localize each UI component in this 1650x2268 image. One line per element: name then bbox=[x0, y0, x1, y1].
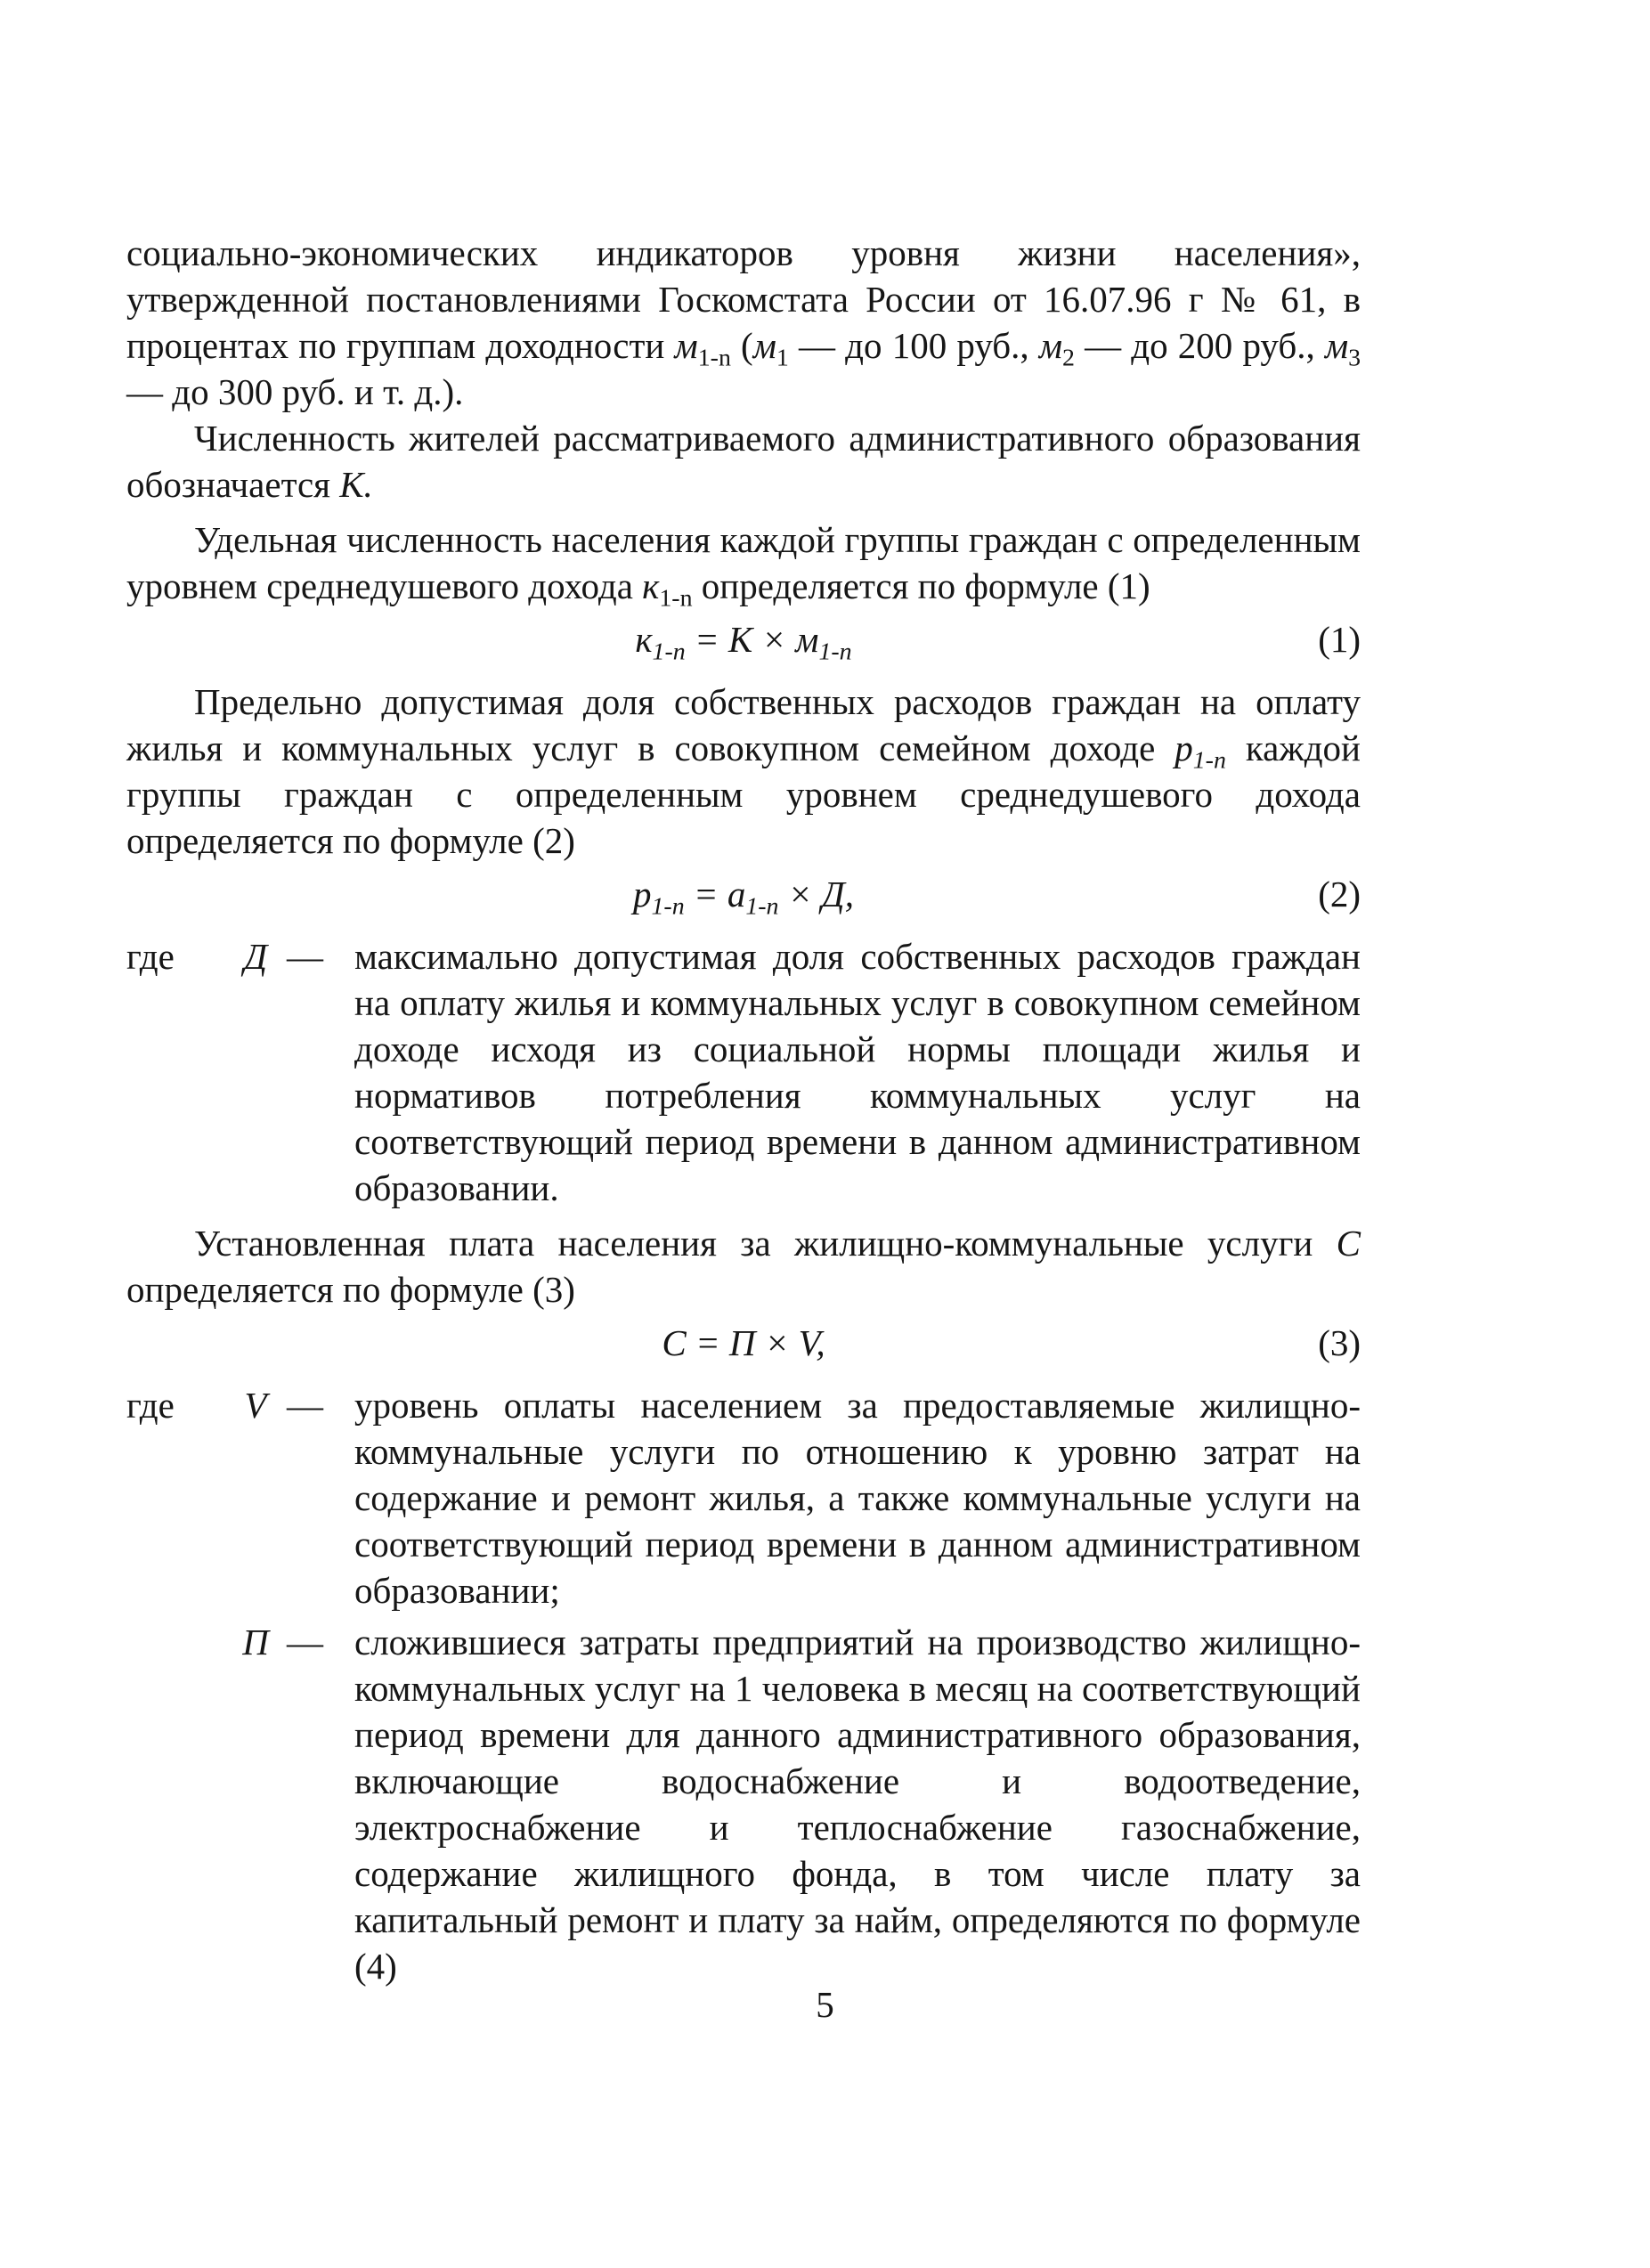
formula-2: $p_{1-n} = a_{1-n} \times Д$, (2) bbox=[126, 867, 1361, 923]
formula-3-number: (3) bbox=[1318, 1322, 1361, 1363]
formula-2-number: (2) bbox=[1318, 874, 1361, 915]
paragraph-1: социально-экономических индикаторов уровня жизни населения», утвержденной постановлениями Госкомстата России от 16.07.96 г № 61, в процентах по группам доходности $м_{1-n}$ ($м_1$ — до 100 руб., $м_2$ — до 200 руб., $м_3$ — до 300 руб. и т. д.). bbox=[126, 232, 1361, 412]
formula-3: С = П × V, (3) bbox=[126, 1316, 1361, 1371]
definition-v: где V — уровень оплаты населением за предоставляемые жилищно-коммунальные услуги по отношению к уровню затрат на содержание и ремонт жилья, а также коммунальные услуги на соответствующий период времени в данном административном образовании; bbox=[126, 1385, 1361, 1611]
paragraph-3: Удельная численность населения каждой группы граждан с определенным уровнем среднедушевого дохода $к_{1-n}$ определяется по формуле (1) bbox=[126, 519, 1361, 613]
body-text bbox=[126, 230, 1361, 1989]
page-number: 5 bbox=[816, 1984, 834, 2025]
definition-p: П — сложившиеся затраты предприятий на производство жилищно-коммунальных услуг на 1 человека в месяц на соответствующий период времени для данного административного образования, включающие водоснабжение и водоотведение, электроснабжение и теплоснабжение газоснабжение, содержание жилищного фонда, в том числе плату за капитальный ремонт и плату за найм, определяются по формуле (4) bbox=[242, 1622, 1361, 1987]
paragraph-2: Численность жителей рассматриваемого административного образования обозначается К. bbox=[126, 418, 1361, 505]
definition-d: где Д — максимально допустимая доля собственных расходов граждан на оплату жилья и коммунальных услуг в совокупном семейном доходе исходя из социальной нормы площади жилья и нормативов потребления коммунальных услуг на соответствующий период времени в данном административном образовании. bbox=[126, 936, 1361, 1208]
formula-1: $к_{1-n} = К \times м_{1-n}$ (1) bbox=[126, 613, 1361, 668]
paragraph-5: Установленная плата населения за жилищно-коммунальные услуги С определяется по формуле (3) bbox=[126, 1223, 1361, 1310]
formula-1-number: (1) bbox=[1318, 619, 1361, 660]
paragraph-4: Предельно допустимая доля собственных расходов граждан на оплату жилья и коммунальных услуг в совокупном семейном доходе $p_{1-n}$ каждой группы граждан с определенным уровнем среднедушевого дохода определяется по формуле (2) bbox=[126, 681, 1361, 861]
